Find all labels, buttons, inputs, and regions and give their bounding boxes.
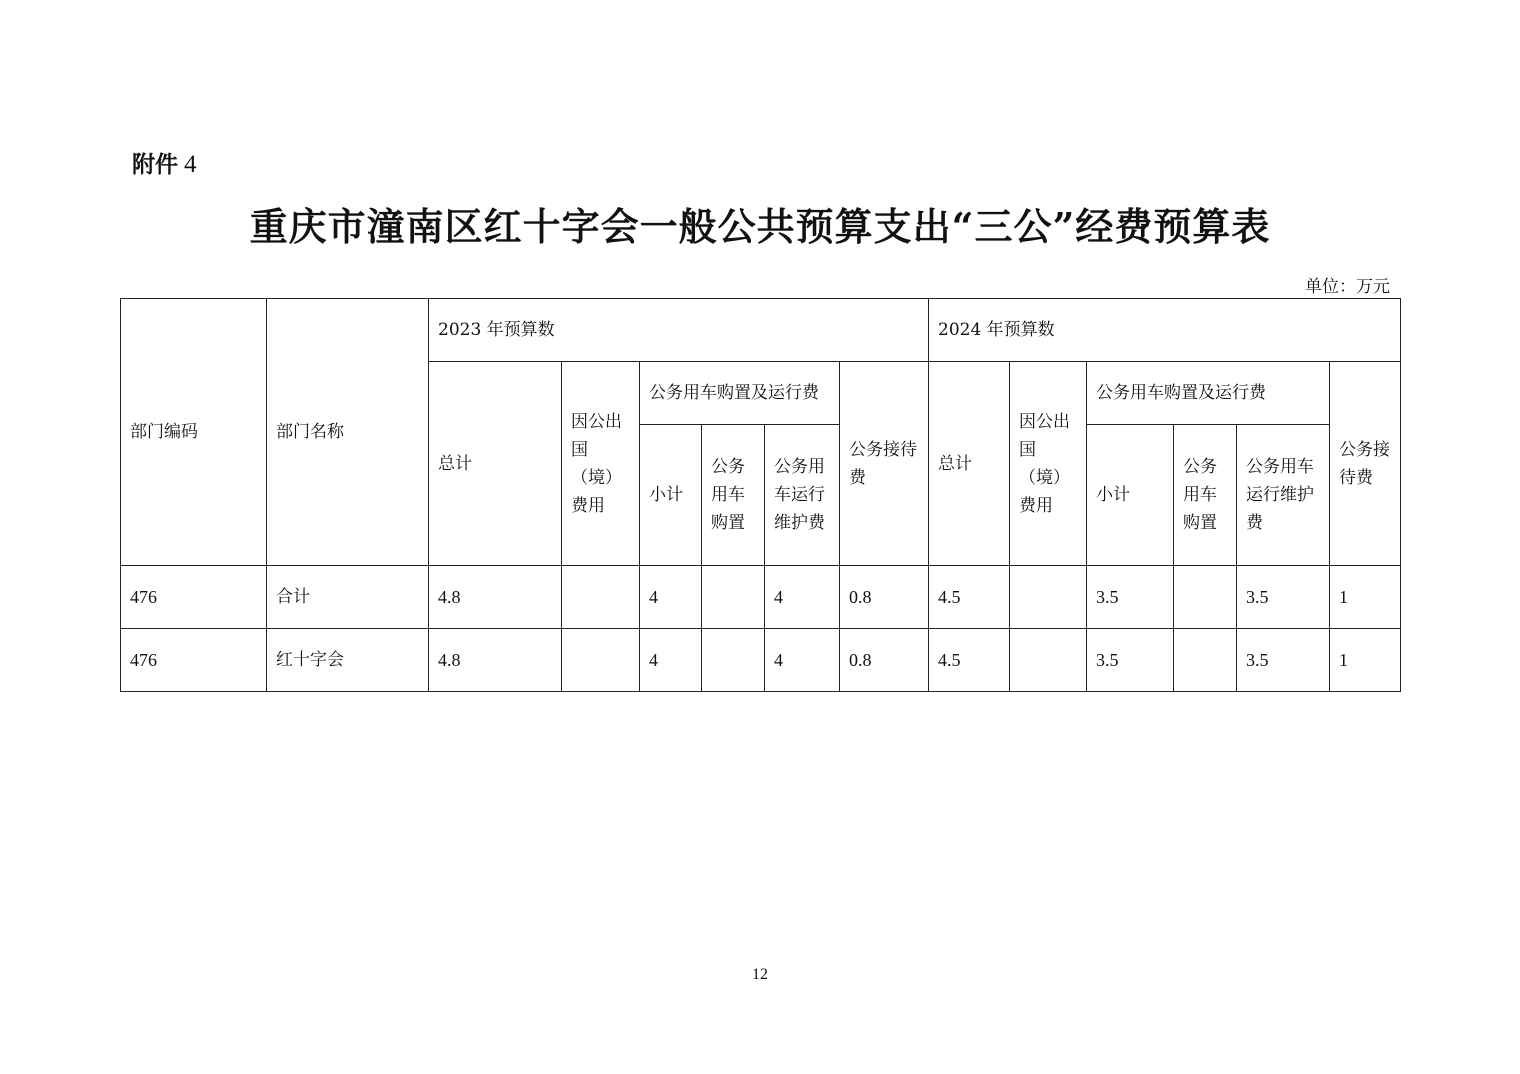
header-2023-operation: 公务用车运行维护费 <box>765 425 840 566</box>
cell-2024-subtotal: 3.5 <box>1087 629 1174 692</box>
cell-dept-name: 合计 <box>267 566 429 629</box>
header-2024-vehicle-group: 公务用车购置及运行费 <box>1087 362 1330 425</box>
attachment-number: 4 <box>184 151 197 178</box>
cell-2023-purchase <box>702 629 765 692</box>
table-row <box>121 566 1401 629</box>
header-2023-vehicle-group: 公务用车购置及运行费 <box>640 362 840 425</box>
cell-dept-code: 476 <box>121 629 267 692</box>
header-dept-code: 部门编码 <box>121 299 267 566</box>
cell-2023-reception: 0.8 <box>840 566 929 629</box>
cell-2024-abroad <box>1010 566 1087 629</box>
header-2023-subtotal: 小计 <box>640 425 702 566</box>
cell-2024-subtotal: 3.5 <box>1087 566 1174 629</box>
header-2023-reception: 公务接待费 <box>840 362 929 566</box>
header-year-2023: 2023 年预算数 <box>429 299 929 362</box>
page-number: 12 <box>752 966 768 983</box>
header-2024-purchase: 公务用车购置 <box>1174 425 1237 566</box>
page-title: 重庆市潼南区红十字会一般公共预算支出“三公”经费预算表 <box>249 204 1271 249</box>
cell-2024-operation: 3.5 <box>1237 566 1330 629</box>
header-2024-subtotal: 小计 <box>1087 425 1174 566</box>
header-dept-name: 部门名称 <box>267 299 429 566</box>
table-row <box>121 629 1401 692</box>
cell-2024-purchase <box>1174 566 1237 629</box>
cell-dept-code: 476 <box>121 566 267 629</box>
cell-2023-subtotal: 4 <box>640 566 702 629</box>
cell-2023-operation: 4 <box>765 566 840 629</box>
header-2023-total: 总计 <box>429 362 562 566</box>
attachment-label <box>132 146 197 179</box>
budget-table <box>120 298 1401 692</box>
header-year-2024: 2024 年预算数 <box>929 299 1401 362</box>
unit-label: 单位：万元 <box>1305 277 1390 297</box>
cell-2024-reception: 1 <box>1330 629 1401 692</box>
header-2024-total: 总计 <box>929 362 1010 566</box>
cell-2024-abroad <box>1010 629 1087 692</box>
cell-2023-operation: 4 <box>765 629 840 692</box>
cell-2023-abroad <box>562 629 640 692</box>
header-row-years <box>121 299 1401 362</box>
cell-2023-purchase <box>702 566 765 629</box>
header-2024-abroad: 因公出国（境）费用 <box>1010 362 1087 566</box>
cell-dept-name: 红十字会 <box>267 629 429 692</box>
cell-2023-reception: 0.8 <box>840 629 929 692</box>
cell-2023-subtotal: 4 <box>640 629 702 692</box>
header-2023-abroad: 因公出国（境）费用 <box>562 362 640 566</box>
cell-2023-total: 4.8 <box>429 566 562 629</box>
header-2023-purchase: 公务用车购置 <box>702 425 765 566</box>
cell-2023-total: 4.8 <box>429 629 562 692</box>
header-2024-reception: 公务接待费 <box>1330 362 1401 566</box>
cell-2024-total: 4.5 <box>929 629 1010 692</box>
cell-2023-abroad <box>562 566 640 629</box>
header-2024-operation: 公务用车运行维护费 <box>1237 425 1330 566</box>
cell-2024-total: 4.5 <box>929 566 1010 629</box>
cell-2024-operation: 3.5 <box>1237 629 1330 692</box>
cell-2024-purchase <box>1174 629 1237 692</box>
attachment-label-text: 附件 <box>132 152 178 178</box>
cell-2024-reception: 1 <box>1330 566 1401 629</box>
